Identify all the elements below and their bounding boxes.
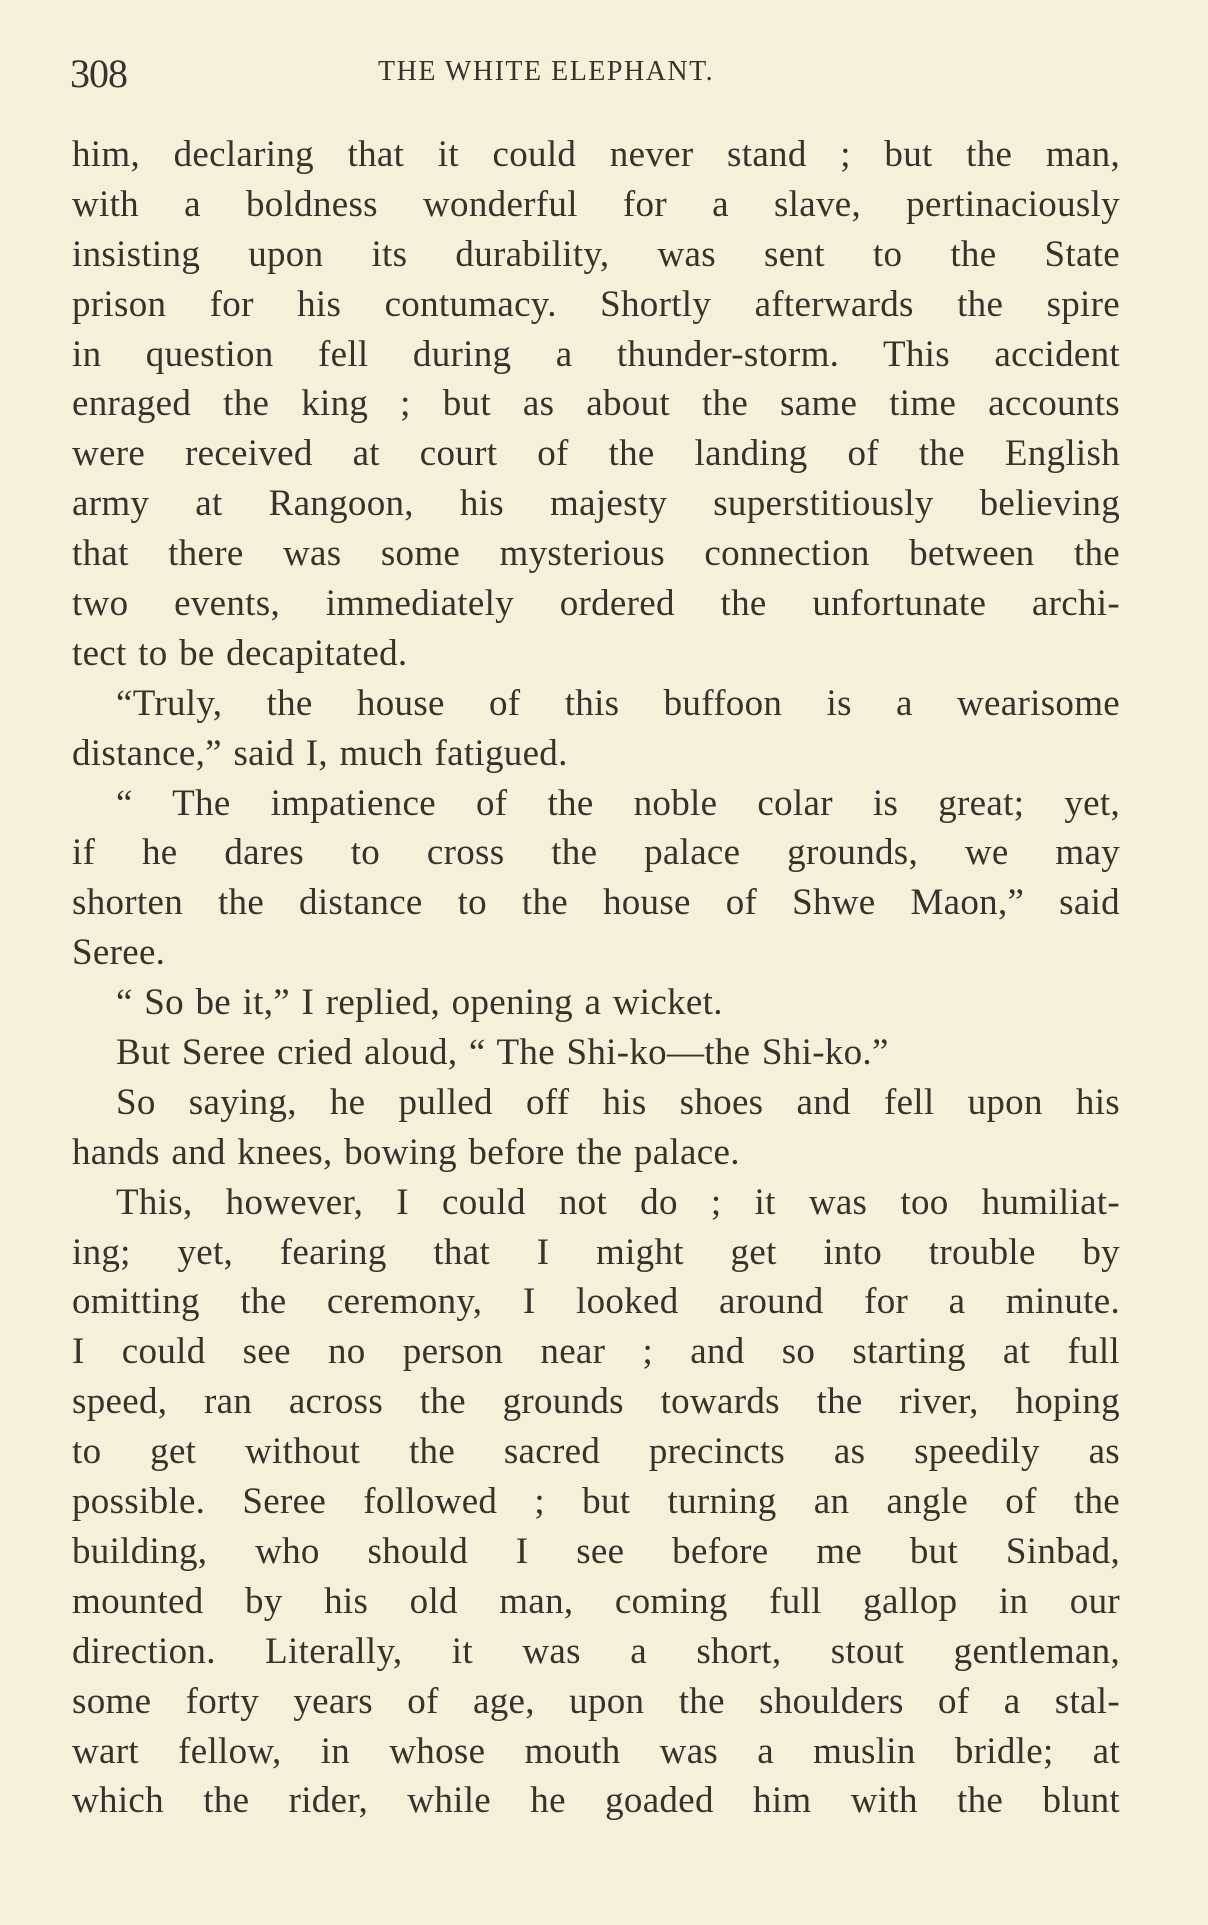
text-line: possible. Seree followed ; but turning an angle of the	[72, 1481, 1120, 1523]
text-line: insisting upon its durability, was sent to the State	[72, 233, 1120, 275]
text-line: to get without the sacred precincts as speedily as	[72, 1431, 1120, 1473]
text-line: mounted by his old man, coming full gallop in our	[72, 1580, 1120, 1622]
text-line: with a boldness wonderful for a slave, pertinaciously	[72, 183, 1120, 225]
text-line: This, however, I could not do ; it was too humiliat-	[116, 1181, 1120, 1223]
text-line: ing; yet, fearing that I might get into trouble by	[72, 1231, 1120, 1273]
text-line: omitting the ceremony, I looked around for a minute.	[72, 1281, 1120, 1323]
text-line: if he dares to cross the palace grounds, we may	[72, 832, 1120, 874]
text-line: building, who should I see before me but Sinbad,	[72, 1530, 1120, 1572]
text-line: army at Rangoon, his majesty superstitiously believing	[72, 483, 1120, 525]
text-line: that there was some mysterious connection between the	[72, 533, 1120, 575]
text-line: “ So be it,” I replied, opening a wicket.	[116, 982, 723, 1024]
text-line: distance,” said I, much fatigued.	[72, 732, 568, 774]
text-line: two events, immediately ordered the unfortunate archi-	[72, 583, 1120, 625]
running-title: THE WHITE ELEPHANT.	[378, 56, 715, 87]
text-line: “Truly, the house of this buffoon is a wearisome	[116, 682, 1120, 724]
text-line: in question fell during a thunder-storm. This accident	[72, 333, 1120, 375]
text-line: him, declaring that it could never stand ; but the man,	[72, 134, 1120, 175]
text-line: Seree.	[72, 932, 166, 974]
text-line: direction. Literally, it was a short, stout gentleman,	[72, 1630, 1120, 1672]
text-line: which the rider, while he goaded him with the blunt	[72, 1780, 1120, 1822]
text-line: tect to be decapitated.	[72, 632, 408, 674]
text-line: I could see no person near ; and so starting at full	[72, 1331, 1120, 1373]
text-line: “ The impatience of the noble colar is great; yet,	[116, 782, 1120, 824]
text-line: hands and knees, bowing before the palace.	[72, 1131, 740, 1173]
page-number: 308	[70, 51, 127, 96]
text-line: speed, ran across the grounds towards the river, hoping	[72, 1381, 1120, 1423]
text-line: prison for his contumacy. Shortly afterwards the spire	[72, 283, 1120, 325]
text-line: wart fellow, in whose mouth was a muslin bridle; at	[72, 1730, 1120, 1772]
text-line: So saying, he pulled off his shoes and fell upon his	[116, 1081, 1120, 1123]
text-line: shorten the distance to the house of Shwe Maon,” said	[72, 882, 1120, 924]
text-line: But Seree cried aloud, “ The Shi-ko—the Shi-ko.”	[116, 1032, 889, 1074]
body-text	[72, 130, 1120, 1826]
text-line: were received at court of the landing of the English	[72, 433, 1120, 475]
text-line: enraged the king ; but as about the same time accounts	[72, 383, 1120, 425]
text-line: some forty years of age, upon the shoulders of a stal-	[72, 1680, 1120, 1722]
